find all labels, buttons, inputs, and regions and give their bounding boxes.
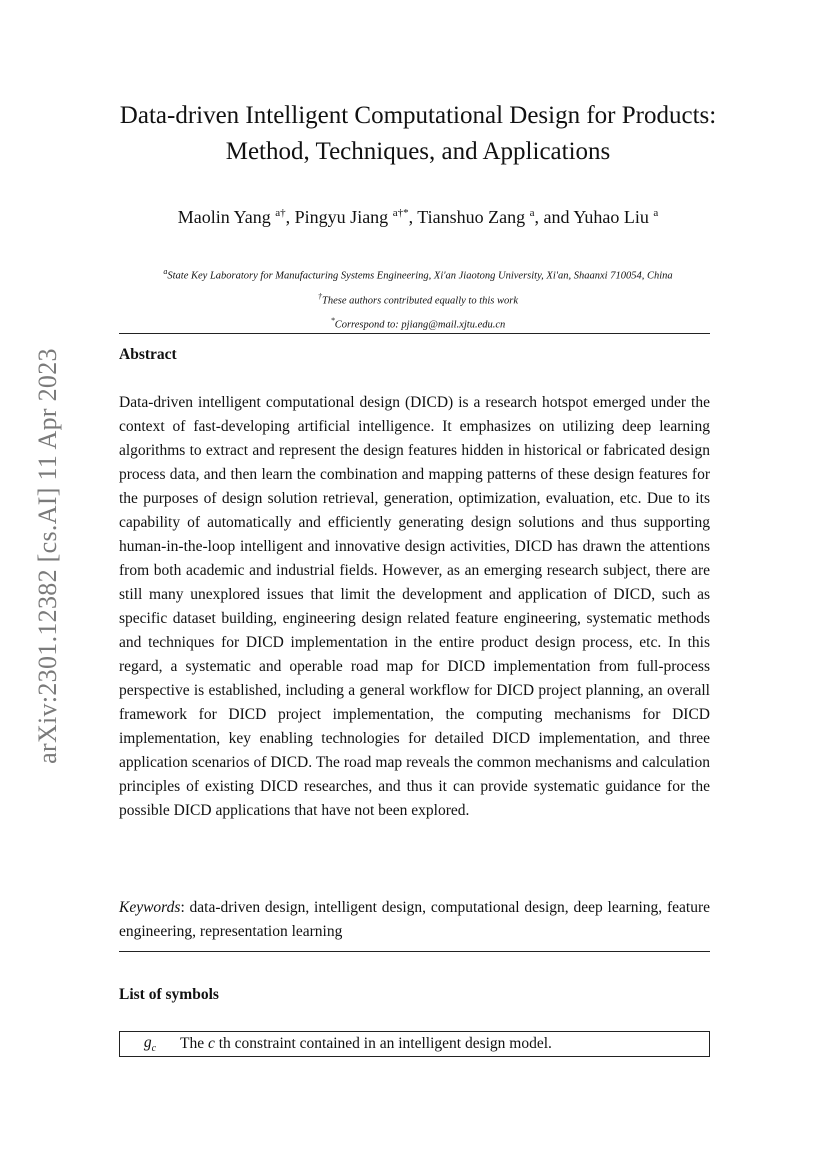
keywords-label: Keywords bbox=[119, 899, 181, 916]
affiliations-block bbox=[100, 262, 736, 336]
author-list bbox=[100, 204, 736, 230]
abstract-heading: Abstract bbox=[119, 346, 177, 363]
description-after: th constraint contained in an intelligent design model. bbox=[214, 1035, 552, 1052]
correspondence-text: Correspond to: pjiang@mail.xjtu.edu.cn bbox=[334, 319, 506, 331]
arxiv-identifier-text: arXiv:2301.12382 [cs.AI] 11 Apr 2023 bbox=[33, 348, 63, 764]
author-affiliation-mark: a bbox=[529, 207, 535, 219]
author-name: Pingyu Jiang bbox=[294, 207, 389, 227]
author-separator: , and bbox=[534, 207, 574, 227]
title-line-1: Data-driven Intelligent Computational Design for Products: bbox=[119, 102, 717, 129]
description-variable: c bbox=[207, 1035, 215, 1052]
affiliation-line bbox=[100, 262, 736, 287]
dagger-mark: † bbox=[318, 291, 322, 301]
symbol-letter: g bbox=[143, 1033, 152, 1051]
author-affiliation-mark: a bbox=[653, 207, 659, 219]
description-before: The bbox=[180, 1035, 208, 1052]
author-affiliation-mark: a† bbox=[275, 207, 286, 219]
correspondence-note bbox=[100, 311, 736, 336]
abstract-body: Data-driven intelligent computational design (DICD) is a research hotspot emerged under the context of fast-developing artificial intelligence. It emphasizes on utilizing deep learning algorithms to extract and represent the design features hidden in historical or fabricated design process data, and then learn the combination and mapping patterns of these design features for the purposes of design solution retrieval, generation, optimization, evaluation, etc. Due to its capability of automatically and efficiently generating design solutions and thus supporting human-in-the-loop intelligent and innovative design activities, DICD has drawn the attentions from both academic and industrial fields. However, as an emerging research subject, there are still many unexplored issues that limit the development and application of DICD, such as specific dataset building, engineering design related feature engineering, systematic methods and techniques for DICD implementation in the entire product design process, etc. In this regard, a systematic and operable road map for DICD implementation from full-process perspective is established, including a general workflow for DICD project planning, an overall framework for DICD project implementation, the computing mechanisms for DICD implementation, key enabling technologies for detailed DICD implementation, and three application scenarios of DICD. The road map reveals the common mechanisms and calculation principles of existing DICD researches, and thus it can provide systematic guidance for the possible DICD applications that have not been explored. bbox=[119, 394, 710, 819]
author-affiliation-mark: a†* bbox=[392, 207, 409, 219]
symbol-subscript: c bbox=[151, 1043, 157, 1055]
affiliation-text: State Key Laboratory for Manufacturing Systems Engineering, Xi'an Jiaotong University, Xi'an, Shaanxi 710054, China bbox=[167, 270, 673, 282]
keywords-text: : data-driven design, intelligent design, computational design, deep learning, feature engineering, representation learning bbox=[119, 899, 710, 940]
paper-title bbox=[100, 98, 736, 170]
affiliation-mark: a bbox=[163, 267, 168, 276]
keywords-paragraph bbox=[119, 896, 710, 944]
star-mark: * bbox=[330, 316, 335, 325]
equal-contribution-note bbox=[100, 287, 736, 312]
author-name: Yuhao Liu bbox=[573, 207, 649, 227]
abstract-bottom-divider bbox=[119, 951, 710, 952]
equal-contribution-text: These authors contributed equally to this work bbox=[322, 295, 518, 306]
title-line-2: Method, Techniques, and Applications bbox=[225, 138, 611, 165]
abstract-top-divider bbox=[119, 333, 710, 334]
symbols-heading: List of symbols bbox=[119, 986, 219, 1003]
author-name: Maolin Yang bbox=[177, 207, 271, 227]
author-separator: , bbox=[408, 207, 418, 227]
arxiv-identifier-stamp bbox=[28, 336, 68, 776]
symbol-description bbox=[180, 1035, 552, 1053]
author-name: Tianshuo Zang bbox=[417, 207, 526, 227]
symbol-cell bbox=[120, 1034, 180, 1054]
symbols-table bbox=[119, 1031, 710, 1057]
author-separator: , bbox=[285, 207, 295, 227]
